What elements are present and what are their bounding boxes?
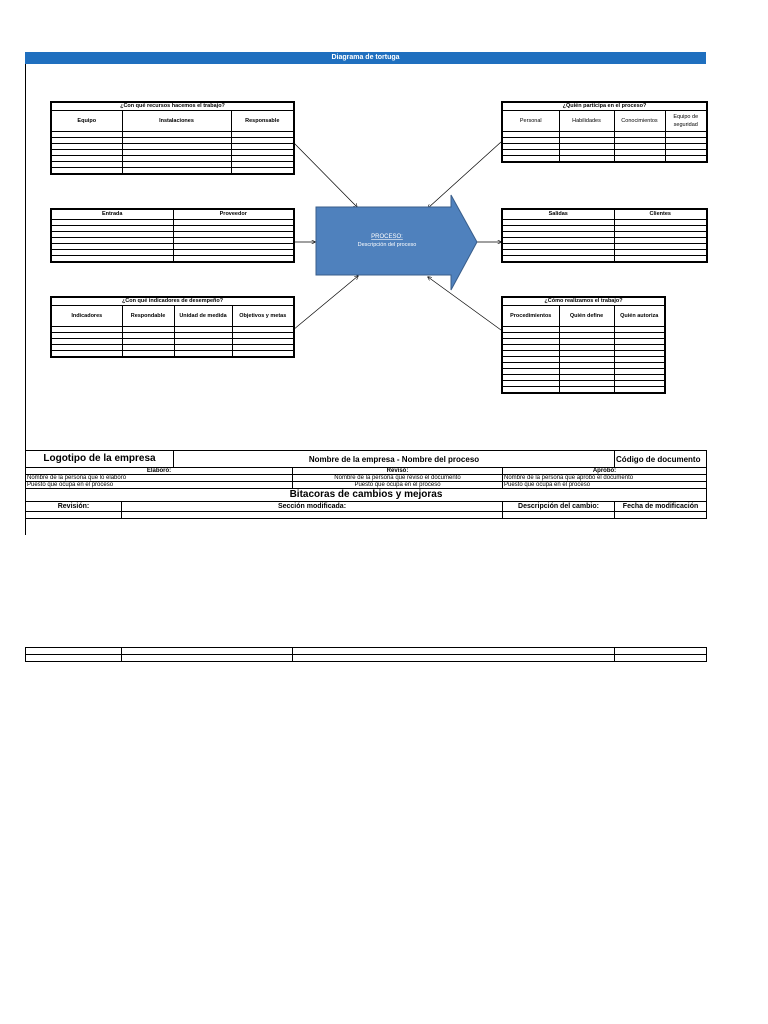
header-respondable: Respondable <box>122 306 174 327</box>
header-personal: Personal <box>502 111 559 132</box>
header-entrada: Entrada <box>51 209 173 220</box>
col-date: Fecha de modificación <box>615 502 707 512</box>
header-equipo-seguridad: Equipo de seguridad <box>665 111 707 132</box>
change-log-title: Bitacoras de cambios y mejoras <box>26 489 707 502</box>
header-responsable: Responsable <box>231 111 294 132</box>
aprobo-label: Aprobó: <box>503 468 707 475</box>
log-cell <box>293 655 615 662</box>
header-clientes: Clientes <box>614 209 707 220</box>
diagram-title: Diagrama de tortuga <box>25 52 706 64</box>
participants-caption: ¿Quién participa en el proceso? <box>502 102 707 111</box>
company-process-name: Nombre de la empresa - Nombre del proceso <box>174 451 615 468</box>
log-cell <box>122 655 293 662</box>
header-instalaciones: Instalaciones <box>122 111 231 132</box>
header-equipo: Equipo <box>51 111 122 132</box>
reviso-name: Nombre de la persona que reviso el documento <box>293 475 503 482</box>
col-section: Sección modificada: <box>122 502 503 512</box>
change-log-lower-rows <box>25 647 707 662</box>
aprobo-post: Puesto que ocupa en el proceso <box>503 482 707 489</box>
header-quien-define: Quién define <box>559 306 614 327</box>
resources-caption: ¿Con qué recursos hacemos el trabajo? <box>51 102 294 111</box>
header-conocimientos: Conocimientos <box>614 111 665 132</box>
header-habilidades: Habilidades <box>559 111 614 132</box>
log-cell <box>293 648 615 655</box>
header-objetivos-metas: Objetivos y metas <box>232 306 294 327</box>
log-cell <box>26 512 122 519</box>
aprobo-name: Nombre de la persona que aprobó el documento <box>503 475 707 482</box>
log-cell <box>615 655 707 662</box>
header-quien-autoriza: Quién autoriza <box>614 306 665 327</box>
col-description: Descripción del cambio: <box>503 502 615 512</box>
reviso-label: Revisó: <box>293 468 503 475</box>
document-control-table <box>25 450 707 519</box>
how-caption: ¿Cómo realizamos el trabajo? <box>502 297 665 306</box>
log-cell <box>615 512 707 519</box>
col-revision: Revisión: <box>26 502 122 512</box>
elaboro-post: Puesto que ocupa en el proceso <box>26 482 293 489</box>
log-cell <box>122 648 293 655</box>
company-logo-placeholder: Logotipo de la empresa <box>26 451 174 468</box>
process-description: Descripción del proceso <box>357 242 417 248</box>
reviso-post: Puesto que ocupa en el proceso <box>293 482 503 489</box>
indicators-caption: ¿Con qué indicadores de desempeño? <box>51 297 294 306</box>
log-cell <box>26 655 122 662</box>
process-block-arrow <box>315 194 479 292</box>
document-code: Código de documento <box>615 451 707 468</box>
process-label: PROCESO: <box>371 234 403 240</box>
log-cell <box>26 648 122 655</box>
header-procedimientos: Procedimientos <box>502 306 559 327</box>
elaboro-label: Elaboró: <box>26 468 293 475</box>
header-proveedor: Proveedor <box>173 209 294 220</box>
log-cell <box>122 512 503 519</box>
elaboro-name: Nombre de la persona que lo elaboró <box>26 475 293 482</box>
header-salidas: Salidas <box>502 209 614 220</box>
header-unidad-medida: Unidad de medida <box>174 306 232 327</box>
header-indicadores: Indicadores <box>51 306 122 327</box>
log-cell <box>615 648 707 655</box>
log-cell <box>503 512 615 519</box>
